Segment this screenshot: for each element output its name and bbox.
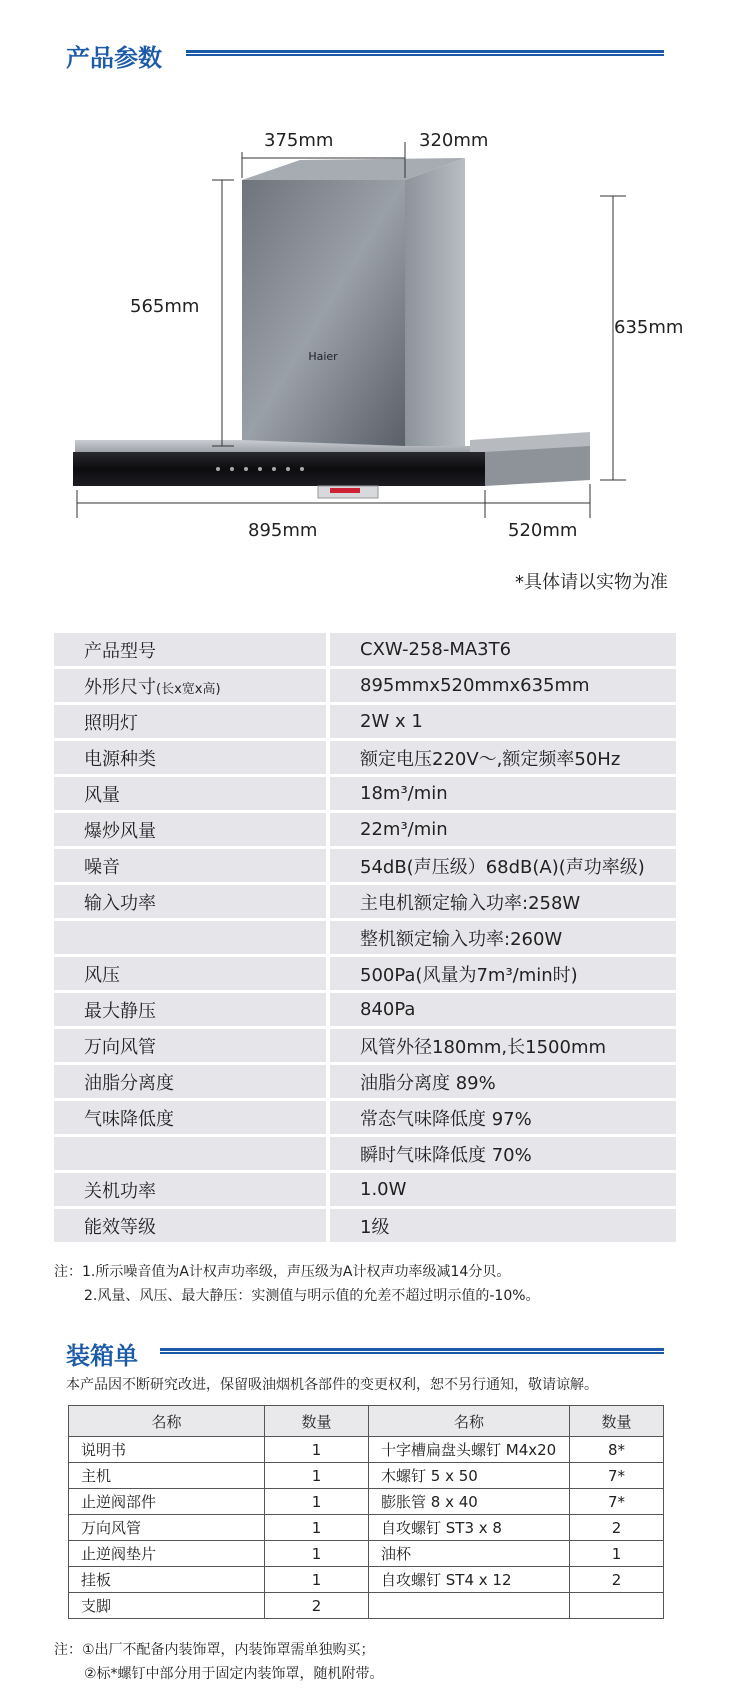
pack-header: 数量 bbox=[265, 1406, 369, 1437]
figure-note: *具体请以实物为准 bbox=[515, 572, 668, 593]
pack-item-name: 万向风管 bbox=[69, 1515, 265, 1541]
spec-key: 输入功率 bbox=[84, 892, 156, 914]
spec-key: 产品型号 bbox=[84, 640, 156, 662]
pack-item-qty: 1 bbox=[265, 1463, 369, 1489]
spec-value: 1.0W bbox=[330, 1173, 676, 1206]
table-row bbox=[69, 1463, 664, 1489]
spec-key: 万向风管 bbox=[84, 1036, 156, 1058]
title-rule bbox=[186, 50, 664, 56]
dim-top-width: 375mm bbox=[264, 130, 334, 151]
spec-key: 电源种类 bbox=[84, 748, 156, 770]
pack-item-name: 支脚 bbox=[69, 1593, 265, 1619]
pack-header: 名称 bbox=[369, 1406, 570, 1437]
spec-key: 爆炒风量 bbox=[84, 820, 156, 842]
pack-item-name bbox=[369, 1593, 570, 1619]
chimney-side bbox=[405, 158, 465, 446]
spec-row bbox=[54, 1065, 676, 1098]
spec-row bbox=[54, 1137, 676, 1170]
table-row bbox=[69, 1567, 664, 1593]
table-row bbox=[69, 1541, 664, 1567]
section-title-params: 产品参数 bbox=[66, 44, 162, 72]
spec-value: 500Pa(风量为7m³/min时) bbox=[330, 957, 676, 990]
pack-note-1: 注：①出厂不配备内装饰罩，内装饰罩需单独购买； bbox=[54, 1642, 375, 1658]
spec-key: 关机功率 bbox=[84, 1180, 156, 1202]
pack-item-qty: 1 bbox=[265, 1567, 369, 1593]
pack-item-name: 油杯 bbox=[369, 1541, 570, 1567]
pack-item-qty: 1 bbox=[570, 1541, 664, 1567]
pack-item-qty: 1 bbox=[265, 1515, 369, 1541]
table-row bbox=[69, 1489, 664, 1515]
spec-row bbox=[54, 849, 676, 882]
pack-item-name: 自攻螺钉 ST3 x 8 bbox=[369, 1515, 570, 1541]
pack-item-qty: 1 bbox=[265, 1489, 369, 1515]
spec-value: 主电机额定输入功率:258W bbox=[330, 885, 676, 918]
pack-item-qty: 2 bbox=[265, 1593, 369, 1619]
pack-item-qty: 8* bbox=[570, 1437, 664, 1463]
pack-item-name: 主机 bbox=[69, 1463, 265, 1489]
spec-key: 噪音 bbox=[84, 856, 120, 878]
pack-header: 名称 bbox=[69, 1406, 265, 1437]
pack-item-name: 膨胀管 8 x 40 bbox=[369, 1489, 570, 1515]
spec-row bbox=[54, 957, 676, 990]
spec-key: 最大静压 bbox=[84, 1000, 156, 1022]
spec-key: 气味降低度 bbox=[84, 1108, 174, 1130]
pack-item-qty: 2 bbox=[570, 1515, 664, 1541]
spec-value: 895mmx520mmx635mm bbox=[330, 669, 676, 702]
pack-item-name: 挂板 bbox=[69, 1567, 265, 1593]
packing-description: 本产品因不断研究改进，保留吸油烟机各部件的变更权利，恕不另行通知，敬请谅解。 bbox=[66, 1377, 598, 1393]
table-row bbox=[69, 1593, 664, 1619]
spec-key: 风压 bbox=[84, 964, 120, 986]
spec-row bbox=[54, 813, 676, 846]
spec-value: 18m³/min bbox=[330, 777, 676, 810]
dim-chimney-height: 565mm bbox=[130, 296, 200, 317]
table-row bbox=[69, 1515, 664, 1541]
pack-item-name: 木螺钉 5 x 50 bbox=[369, 1463, 570, 1489]
section-title-packing: 装箱单 bbox=[66, 1342, 138, 1370]
title-rule bbox=[160, 1348, 664, 1354]
spec-table bbox=[54, 630, 676, 1245]
spec-key: 油脂分离度 bbox=[84, 1072, 174, 1094]
spec-value: 瞬时气味降低度 70% bbox=[330, 1137, 676, 1170]
spec-note-2: 2.风量、风压、最大静压：实测值与明示值的允差不超过明示值的-10%。 bbox=[84, 1288, 540, 1304]
pack-note-2: ②标*螺钉中部分用于固定内装饰罩，随机附带。 bbox=[84, 1666, 384, 1682]
spec-row bbox=[54, 1029, 676, 1062]
spec-row bbox=[54, 921, 676, 954]
spec-value: 22m³/min bbox=[330, 813, 676, 846]
dim-top-depth: 320mm bbox=[419, 130, 489, 151]
pack-item-qty: 7* bbox=[570, 1489, 664, 1515]
spec-value: 风管外径180mm,长1500mm bbox=[330, 1029, 676, 1062]
pack-item-qty: 1 bbox=[265, 1437, 369, 1463]
hood-side bbox=[485, 446, 590, 486]
pack-item-qty: 1 bbox=[265, 1541, 369, 1567]
spec-key: 风量 bbox=[84, 784, 120, 806]
spec-value: 54dB(声压级）68dB(A)(声功率级) bbox=[330, 849, 676, 882]
pack-item-qty: 7* bbox=[570, 1463, 664, 1489]
spec-row bbox=[54, 1101, 676, 1134]
spec-row bbox=[54, 705, 676, 738]
spec-note-1: 注：1.所示噪音值为A计权声功率级，声压级为A计权声功率级减14分贝。 bbox=[54, 1264, 511, 1280]
spec-key: 外形尺寸 bbox=[84, 676, 156, 698]
hood-panel bbox=[73, 452, 485, 486]
chimney-front bbox=[242, 180, 405, 446]
pack-header: 数量 bbox=[570, 1406, 664, 1437]
spec-row bbox=[54, 993, 676, 1026]
pack-item-name: 止逆阀垫片 bbox=[69, 1541, 265, 1567]
spec-value: 840Pa bbox=[330, 993, 676, 1026]
spec-row bbox=[54, 669, 676, 702]
pack-item-name: 止逆阀部件 bbox=[69, 1489, 265, 1515]
spec-key: 能效等级 bbox=[84, 1216, 156, 1238]
dim-base-depth: 520mm bbox=[508, 520, 578, 541]
packing-notes bbox=[54, 1638, 384, 1686]
spec-row bbox=[54, 741, 676, 774]
spec-row bbox=[54, 633, 676, 666]
spec-row bbox=[54, 1209, 676, 1242]
spec-key-sub: (长x宽x高) bbox=[156, 681, 221, 697]
spec-value: 2W x 1 bbox=[330, 705, 676, 738]
spec-row bbox=[54, 777, 676, 810]
packing-table bbox=[68, 1405, 664, 1619]
pack-item-name: 说明书 bbox=[69, 1437, 265, 1463]
table-row bbox=[69, 1437, 664, 1463]
spec-key: 照明灯 bbox=[84, 712, 138, 734]
dim-total-height: 635mm bbox=[614, 317, 684, 338]
spec-value: 油脂分离度 89% bbox=[330, 1065, 676, 1098]
spec-row bbox=[54, 885, 676, 918]
pack-item-name: 自攻螺钉 ST4 x 12 bbox=[369, 1567, 570, 1593]
spec-value: 额定电压220V～,额定频率50Hz bbox=[330, 741, 676, 774]
dim-base-width: 895mm bbox=[248, 520, 318, 541]
brand-logo: Haier bbox=[308, 350, 338, 363]
spec-notes bbox=[54, 1260, 540, 1308]
pack-item-qty: 2 bbox=[570, 1567, 664, 1593]
spec-value: 常态气味降低度 97% bbox=[330, 1101, 676, 1134]
pack-item-qty bbox=[570, 1593, 664, 1619]
pack-item-name: 十字槽扁盘头螺钉 M4x20 bbox=[369, 1437, 570, 1463]
spec-row bbox=[54, 1173, 676, 1206]
spec-value: 1级 bbox=[330, 1209, 676, 1242]
spec-value: CXW-258-MA3T6 bbox=[330, 633, 676, 666]
spec-value: 整机额定输入功率:260W bbox=[330, 921, 676, 954]
